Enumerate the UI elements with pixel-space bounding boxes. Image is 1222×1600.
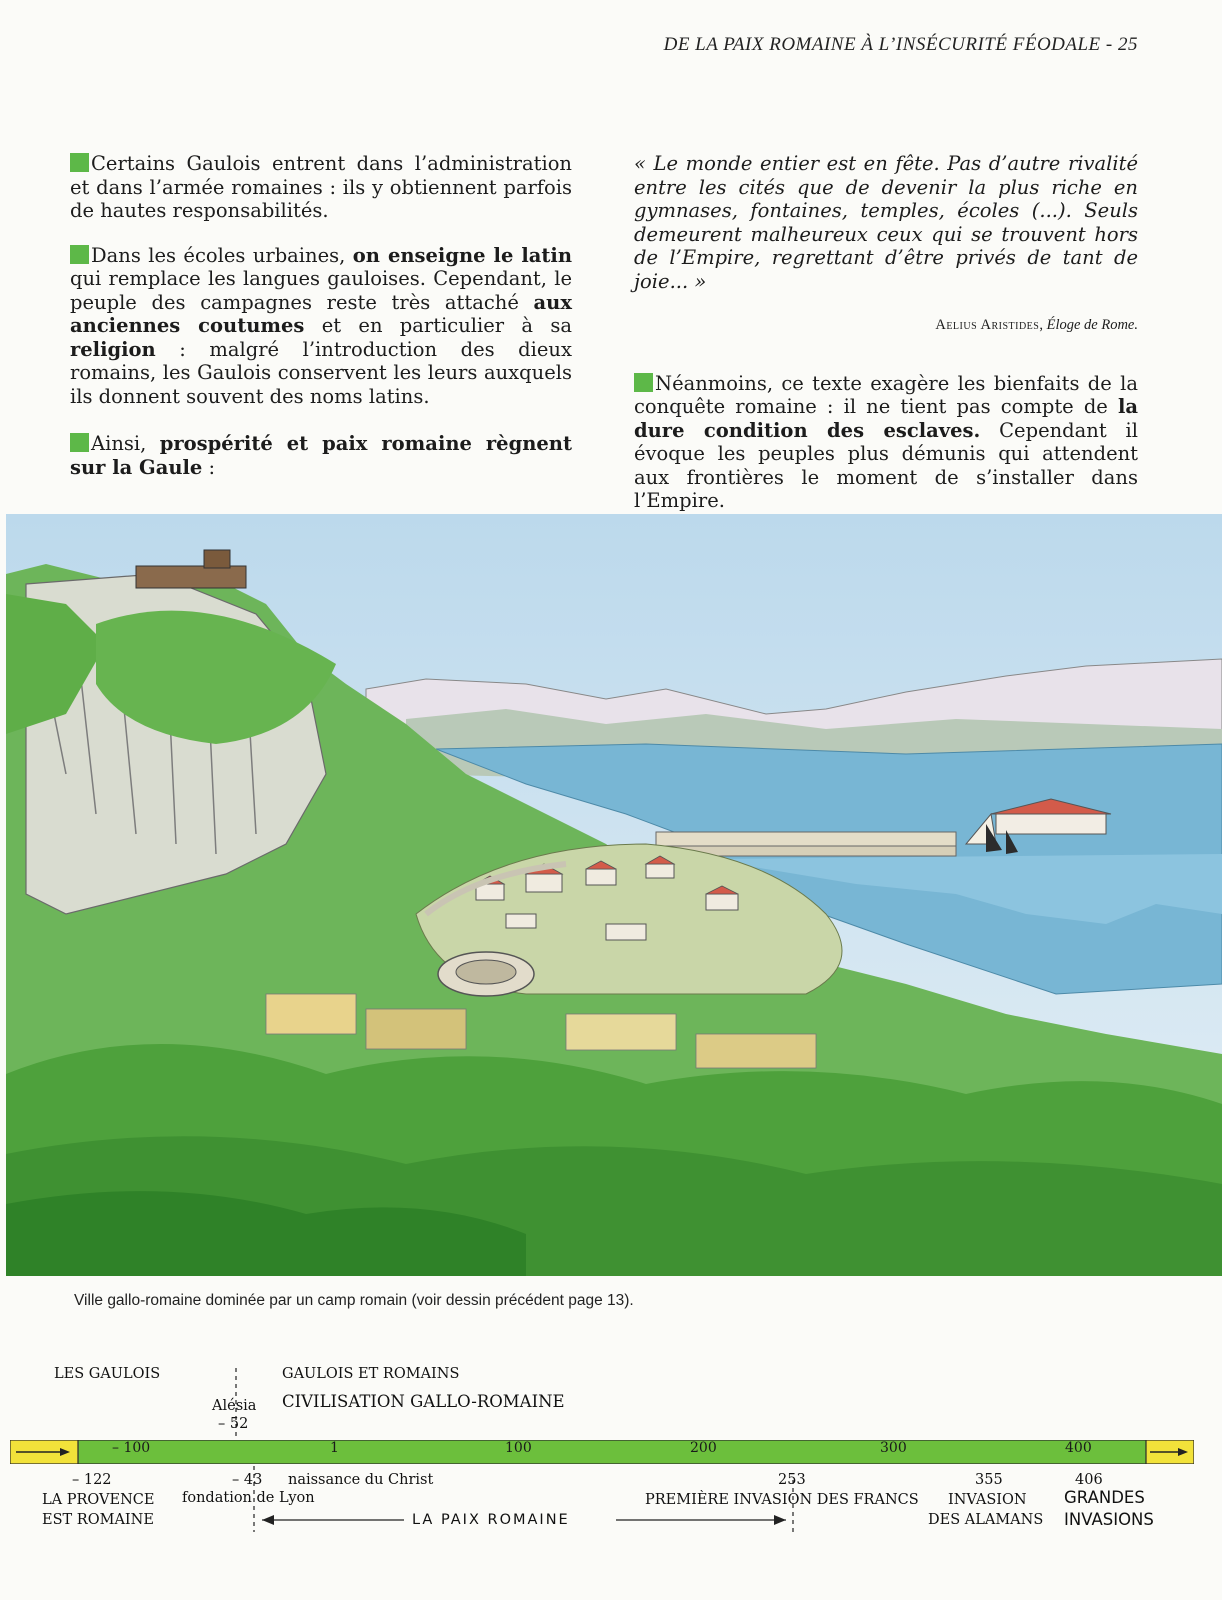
timeline-year-355: 355 bbox=[975, 1472, 1003, 1488]
timeline-naissance-christ: naissance du Christ bbox=[288, 1472, 434, 1488]
paragraph-latin: Dans les écoles urbaines, on enseigne le latin qui remplace les langues gauloises. Cependant, le peuple des campagnes reste très attaché aux anciennes coutumes et en particulier à sa religion : malgré l’introduction des dieux romains, les Gaulois conservent les leurs auxquels ils donnent souvent des noms latins. bbox=[70, 243, 572, 408]
timeline-tick: – 100 bbox=[112, 1440, 151, 1456]
timeline-invasion-francs: PREMIÈRE INVASION DES FRANCS bbox=[645, 1492, 919, 1508]
timeline-fondation-lyon: fondation de Lyon bbox=[182, 1490, 315, 1506]
timeline-year-minus-122: – 122 bbox=[72, 1472, 112, 1488]
timeline-grandes-line1: GRANDES bbox=[1064, 1488, 1145, 1507]
timeline-label-civilisation: CIVILISATION GALLO-ROMAINE bbox=[282, 1392, 565, 1411]
timeline-tick: 100 bbox=[505, 1440, 532, 1456]
timeline-paix-romaine: LA PAIX ROMAINE bbox=[412, 1512, 570, 1528]
timeline-provence-line2: EST ROMAINE bbox=[42, 1512, 154, 1528]
timeline-year-minus-43: – 43 bbox=[232, 1472, 263, 1488]
timeline-label-gaulois-romains: GAULOIS ET ROMAINS bbox=[282, 1366, 460, 1382]
timeline-label-gaulois: LES GAULOIS bbox=[54, 1366, 161, 1382]
timeline-tick: 300 bbox=[880, 1440, 907, 1456]
quote-aelius: « Le monde entier est en fête. Pas d’autre rivalité entre les cités que de devenir la plus riche en gymnases, fontaines, temples, écoles (...). Seuls demeurent malheureux ceux qui se trouvent hors de l’Empire, regrettant d’être privés de tant de joie... » bbox=[634, 152, 1138, 293]
quote-attribution: Aelius Aristides, Éloge de Rome. bbox=[935, 317, 1138, 333]
timeline-grandes-line2: INVASIONS bbox=[1064, 1510, 1154, 1529]
timeline-tick: 1 bbox=[330, 1440, 339, 1456]
paragraph-administration: Certains Gaulois entrent dans l’administration et dans l’armée romaines : ils y obtiennent parfois de hautes responsabilités. bbox=[70, 152, 572, 222]
timeline-alamans-line1: INVASION bbox=[948, 1492, 1027, 1508]
timeline-label-alesia-year: – 52 bbox=[218, 1416, 249, 1432]
illustration-caption: Ville gallo-romaine dominée par un camp romain (voir dessin précédent page 13). bbox=[74, 1292, 634, 1309]
timeline-provence-line1: LA PROVENCE bbox=[42, 1492, 155, 1508]
timeline-bar bbox=[10, 1440, 1194, 1464]
page-header: DE LA PAIX ROMAINE À L’INSÉCURITÉ FÉODALE - 25 bbox=[663, 34, 1138, 55]
paragraph-prosperite: Ainsi, prospérité et paix romaine règnent sur la Gaule : bbox=[70, 432, 572, 479]
timeline-alamans-line2: DES ALAMANS bbox=[928, 1512, 1044, 1528]
timeline-tick: 400 bbox=[1065, 1440, 1092, 1456]
timeline-year-253: 253 bbox=[778, 1472, 806, 1488]
timeline-label-alesia: Alésia bbox=[212, 1398, 257, 1414]
timeline-year-406: 406 bbox=[1075, 1472, 1103, 1488]
timeline-tick: 200 bbox=[690, 1440, 717, 1456]
paragraph-esclaves: Néanmoins, ce texte exagère les bienfaits de la conquête romaine : il ne tient pas compte de la dure condition des esclaves. Cependant il évoque les peuples plus démunis qui attendent aux frontières le moment de s’installer dans l’Empire. bbox=[634, 371, 1138, 512]
